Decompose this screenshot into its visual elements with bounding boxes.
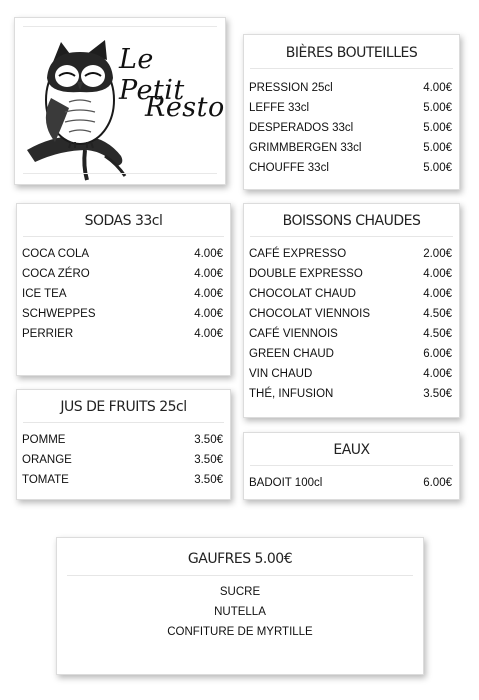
menu-item: COCA COLA 4.00€ (22, 248, 223, 260)
bieres-title: BIÈRES BOUTEILLES (285, 45, 418, 61)
menu-item: VIN CHAUD 4.00€ (249, 368, 452, 380)
bieres-title-rule (250, 68, 453, 69)
menu-item: SCHWEPPES 4.00€ (22, 308, 223, 320)
logo-rule-top (23, 26, 217, 27)
gaufres-title-rule (67, 575, 413, 576)
menu-item: ORANGE 3.50€ (22, 454, 223, 466)
menu-item: DOUBLE EXPRESSO 4.00€ (249, 268, 452, 280)
menu-item: BADOIT 100cl 6.00€ (249, 477, 452, 489)
menu-item: CHOUFFE 33cl 5.00€ (249, 162, 452, 174)
logo-title-line2: Resto (145, 92, 225, 123)
menu-item: GRIMMBERGEN 33cl 5.00€ (249, 142, 452, 154)
eaux-title: EAUX (333, 442, 370, 458)
jus-card (16, 389, 231, 500)
gaufre-item: NUTELLA (214, 606, 266, 618)
menu-item: THÉ, INFUSION 3.50€ (249, 388, 452, 400)
jus-title: JUS DE FRUITS 25cl (60, 399, 187, 415)
sodas-title: SODAS 33cl (84, 213, 163, 229)
gaufres-title: GAUFRES 5.00€ (187, 551, 293, 567)
logo-title-line1: Le Petit (119, 44, 185, 106)
sodas-title-rule (23, 236, 224, 237)
menu-item: DESPERADOS 33cl 5.00€ (249, 122, 452, 134)
menu-item: CAFÉ VIENNOIS 4.50€ (249, 328, 452, 340)
menu-item: LEFFE 33cl 5.00€ (249, 102, 452, 114)
menu-item: POMME 3.50€ (22, 434, 223, 446)
menu-item: CAFÉ EXPRESSO 2.00€ (249, 248, 452, 260)
menu-item: COCA ZÉRO 4.00€ (22, 268, 223, 280)
eaux-title-rule (250, 465, 453, 466)
menu-item: PRESSION 25cl 4.00€ (249, 82, 452, 94)
menu-item: ICE TEA 4.00€ (22, 288, 223, 300)
logo-rule-bottom (23, 173, 217, 174)
jus-title-rule (23, 422, 224, 423)
boissons-title: BOISSONS CHAUDES (282, 213, 421, 229)
menu-item: GREEN CHAUD 6.00€ (249, 348, 452, 360)
boissons-title-rule (250, 236, 453, 237)
menu-item: CHOCOLAT VIENNOIS 4.50€ (249, 308, 452, 320)
menu-item: PERRIER 4.00€ (22, 328, 223, 340)
menu-item: TOMATE 3.50€ (22, 474, 223, 486)
gaufre-item: CONFITURE DE MYRTILLE (167, 626, 313, 638)
menu-item: CHOCOLAT CHAUD 4.00€ (249, 288, 452, 300)
eaux-card (243, 432, 460, 500)
bieres-card (243, 34, 460, 190)
sodas-card (16, 203, 231, 376)
logo-card (14, 17, 226, 185)
boissons-card (243, 203, 460, 418)
gaufres-card (56, 537, 424, 675)
gaufre-item: SUCRE (219, 586, 261, 598)
